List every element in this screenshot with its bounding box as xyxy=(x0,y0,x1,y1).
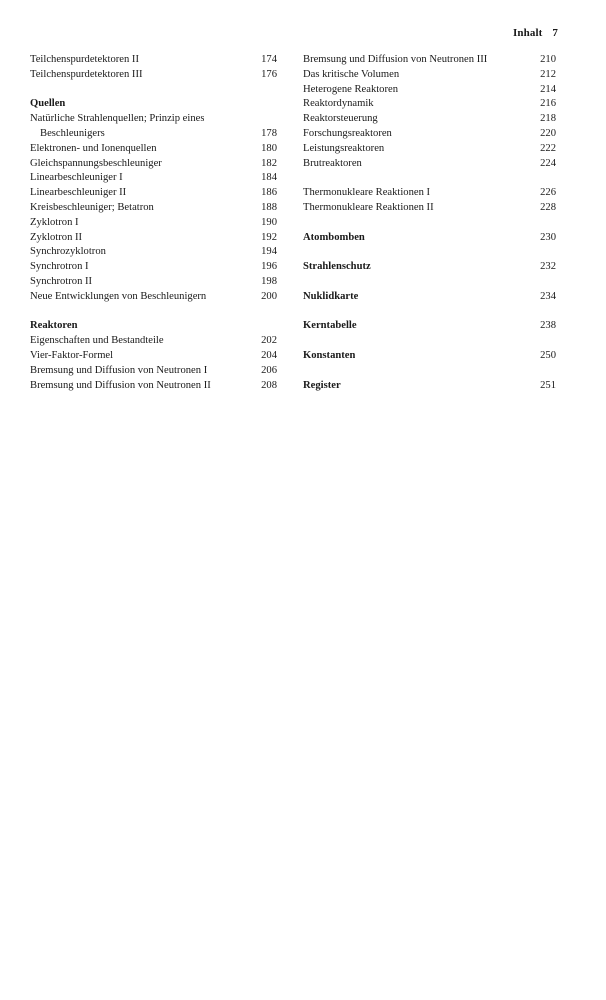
spacer xyxy=(303,275,556,290)
toc-entry-page: 204 xyxy=(261,349,277,361)
toc-entry-page: 196 xyxy=(261,261,277,273)
spacer xyxy=(303,364,556,379)
toc-entry-title: Kreisbeschleuniger; Betatron xyxy=(30,201,154,213)
toc-entry-title: Elektronen- und Ionenquellen xyxy=(30,142,157,154)
toc-entry-page: 222 xyxy=(540,142,556,154)
toc-entry-page: 238 xyxy=(540,320,556,332)
toc-entry-page: 212 xyxy=(540,68,556,80)
toc-entry xyxy=(30,157,277,172)
toc-section-register xyxy=(303,379,556,394)
toc-section-nuklidkarte xyxy=(303,290,556,305)
toc-section-title: Register xyxy=(303,379,341,391)
toc-entry xyxy=(30,201,277,216)
toc-entry-title: Neue Entwicklungen von Beschleunigern xyxy=(30,290,207,302)
toc-entry-title: Vier-Faktor-Formel xyxy=(30,349,114,361)
toc-entry-page: 184 xyxy=(261,172,277,184)
toc-section-title: Nuklidkarte xyxy=(303,290,359,302)
toc-entry-title: Bremsung und Diffusion von Neutronen III xyxy=(303,54,488,65)
toc-entry-title: Natürliche Strahlenquellen; Prinzip eines xyxy=(30,113,205,125)
toc-entry-page: 250 xyxy=(540,349,556,361)
toc-entry-title: Reaktordynamik xyxy=(303,98,374,110)
toc-entry xyxy=(303,112,556,127)
toc-entry xyxy=(30,364,277,379)
spacer xyxy=(303,245,556,260)
toc-entry xyxy=(30,186,277,201)
toc-entry xyxy=(30,275,277,290)
toc-entry xyxy=(30,379,277,394)
toc-entry xyxy=(30,290,277,305)
toc-left-column xyxy=(30,53,277,393)
toc-entry-page: 194 xyxy=(261,246,277,258)
toc-entry xyxy=(30,231,277,246)
toc-entry xyxy=(303,68,556,83)
toc-entry-page: 228 xyxy=(540,201,556,213)
toc-entry-title: Forschungsreaktoren xyxy=(303,127,392,139)
toc-entry-title: Zyklotron II xyxy=(30,231,83,243)
toc-entry-title: Brutreaktoren xyxy=(303,157,362,169)
toc-section-title: Strahlenschutz xyxy=(303,261,371,273)
toc-entry-title: Eigenschaften und Bestandteile xyxy=(30,335,164,347)
toc-entry xyxy=(303,83,556,98)
toc-entry-page: 186 xyxy=(261,187,277,199)
toc-entry-page: 232 xyxy=(540,261,556,273)
toc-entry-title: Teilchenspurdetektoren III xyxy=(30,68,143,80)
toc-right-column xyxy=(303,53,556,393)
toc-entry-page: 192 xyxy=(261,231,277,243)
toc-entry-title: Linearbeschleuniger II xyxy=(30,187,127,199)
toc-entry-title: Reaktorsteuerung xyxy=(303,113,378,125)
toc-entry-title: Bremsung und Diffusion von Neutronen II xyxy=(30,379,211,391)
toc-entry xyxy=(30,171,277,186)
toc-entry-title: Linearbeschleuniger I xyxy=(30,172,123,184)
toc-entry-title: Leistungsreaktoren xyxy=(303,142,385,154)
running-head-title: Inhalt xyxy=(513,27,543,39)
spacer xyxy=(303,216,556,231)
toc-entry-title: Gleichspannungsbeschleuniger xyxy=(30,157,162,169)
toc-entry-page: 218 xyxy=(540,113,556,125)
toc-entry xyxy=(30,53,277,68)
page-number: 7 xyxy=(552,27,558,39)
spacer xyxy=(303,305,556,320)
toc-entry-page: 190 xyxy=(261,216,277,228)
spacer xyxy=(303,171,556,186)
toc-entry xyxy=(303,127,556,142)
toc-entry-continuation xyxy=(30,127,277,142)
toc-entry-page: 216 xyxy=(540,98,556,110)
spacer xyxy=(30,305,277,320)
toc-section-konstanten xyxy=(303,349,556,364)
toc-entry-page: 178 xyxy=(261,127,277,139)
toc-entry-page: 206 xyxy=(261,364,277,376)
toc-entry-page: 202 xyxy=(261,335,277,347)
toc-section-atombomben xyxy=(303,231,556,246)
toc-entry xyxy=(30,334,277,349)
toc-section-title: Konstanten xyxy=(303,349,356,361)
toc-entry xyxy=(303,157,556,172)
toc-entry-title: Teilchenspurdetektoren II xyxy=(30,54,139,65)
toc-entry-page: 208 xyxy=(261,379,277,391)
toc-entry xyxy=(303,142,556,157)
toc-entry-page: 174 xyxy=(261,54,277,65)
toc-entry-title: Heterogene Reaktoren xyxy=(303,83,399,95)
toc-section-title: Kerntabelle xyxy=(303,320,357,332)
toc-entry-title: Beschleunigers xyxy=(40,127,105,139)
toc-entry xyxy=(30,68,277,83)
toc-entry-title: Das kritische Volumen xyxy=(303,68,400,80)
toc-entry-title: Synchrotron II xyxy=(30,275,93,287)
toc-entry-title: Thermonukleare Reaktionen II xyxy=(303,201,434,213)
toc-entry-page: 234 xyxy=(540,290,556,302)
toc-entry-page: 198 xyxy=(261,275,277,287)
toc-entry xyxy=(30,142,277,157)
toc-entry-page: 188 xyxy=(261,201,277,213)
toc-entry xyxy=(303,186,556,201)
toc-entry-page: 220 xyxy=(540,127,556,139)
toc-section-title: Atombomben xyxy=(303,231,365,243)
toc-entry xyxy=(30,245,277,260)
spacer xyxy=(30,83,277,98)
toc-entry-page: 182 xyxy=(261,157,277,169)
toc-section-kerntabelle xyxy=(303,319,556,334)
toc-entry xyxy=(303,201,556,216)
toc-entry xyxy=(303,53,556,68)
toc-entry-title: Zyklotron I xyxy=(30,216,79,228)
spacer xyxy=(303,334,556,349)
toc-entry xyxy=(30,349,277,364)
toc-entry xyxy=(303,97,556,112)
toc-entry-title: Synchrozyklotron xyxy=(30,246,106,258)
toc-entry xyxy=(30,260,277,275)
section-heading-reaktoren: Reaktoren xyxy=(30,320,78,332)
toc-entry-page: 251 xyxy=(540,379,556,391)
running-head xyxy=(513,27,558,39)
toc-entry-page: 200 xyxy=(261,290,277,302)
toc-entry-page: 214 xyxy=(540,83,556,95)
toc-entry-page: 230 xyxy=(540,231,556,243)
toc-entry-title: Bremsung und Diffusion von Neutronen I xyxy=(30,364,208,376)
toc-entry-page: 226 xyxy=(540,187,556,199)
toc-entry xyxy=(30,112,277,127)
toc-entry-title: Synchrotron I xyxy=(30,261,89,273)
toc-entry-page: 210 xyxy=(540,54,556,65)
toc-entry-title: Thermonukleare Reaktionen I xyxy=(303,187,431,199)
toc-entry-page: 180 xyxy=(261,142,277,154)
toc-section-strahlenschutz xyxy=(303,260,556,275)
section-heading-quellen: Quellen xyxy=(30,98,66,110)
toc-entry xyxy=(30,216,277,231)
toc-entry-page: 176 xyxy=(261,68,277,80)
toc-entry-page: 224 xyxy=(540,157,556,169)
